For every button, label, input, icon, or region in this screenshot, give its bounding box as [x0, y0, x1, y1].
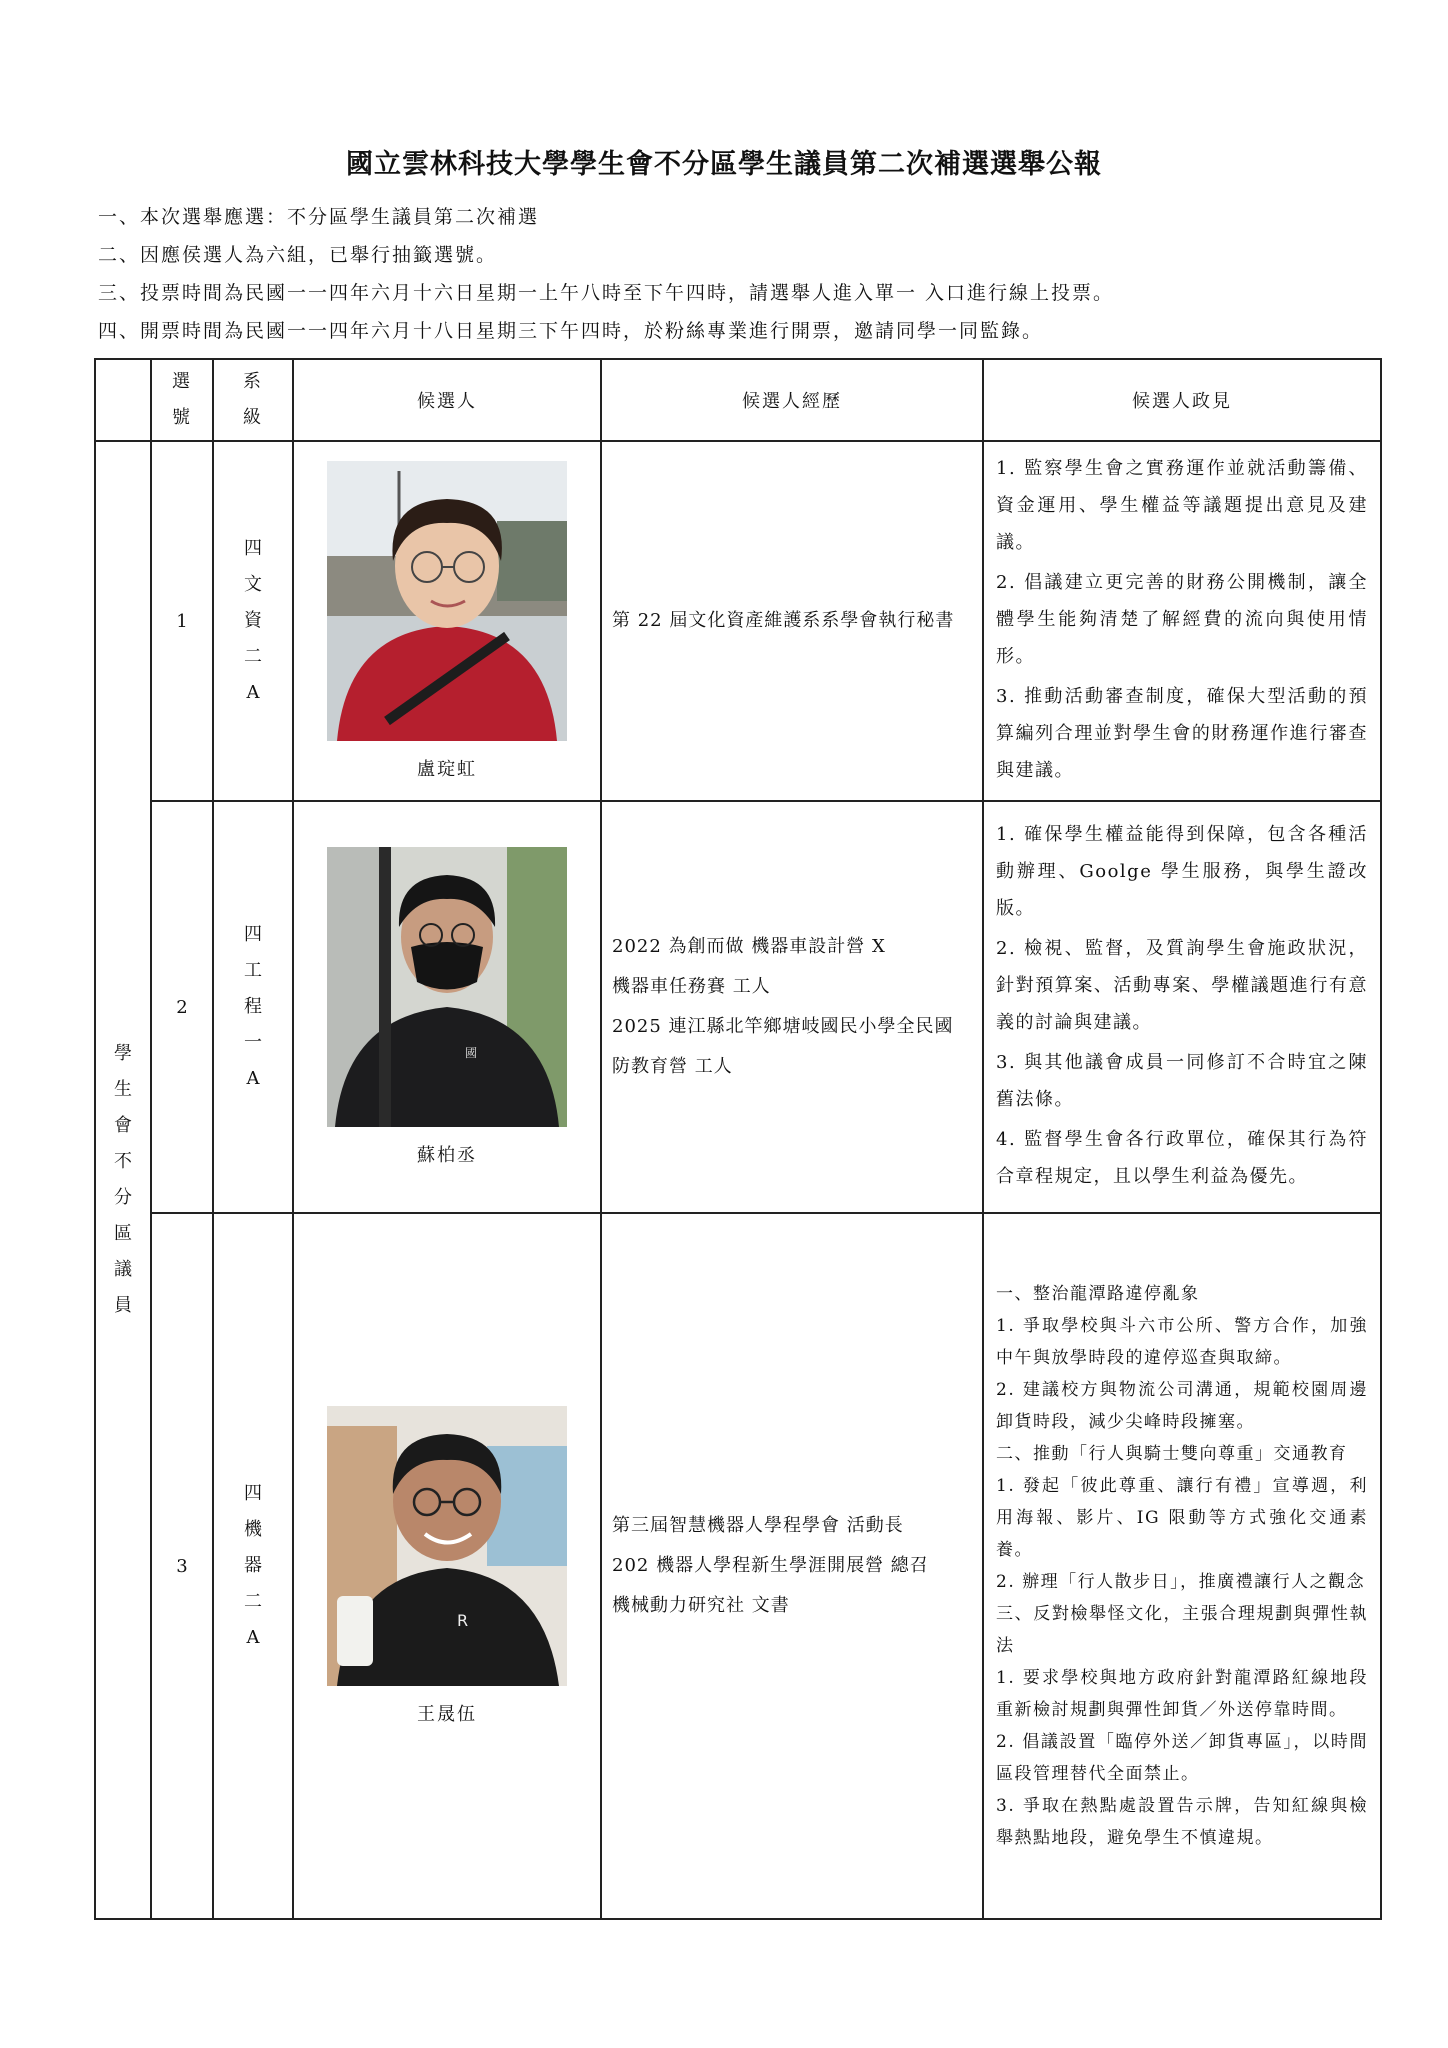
candidate-number: 1	[151, 441, 213, 801]
candidate-table	[94, 358, 1382, 1920]
candidate-name: 蘇柏丞	[417, 1145, 477, 1166]
header-number: 選 號	[151, 359, 213, 441]
header-candidate: 候選人	[293, 359, 601, 441]
candidate-photo	[327, 847, 567, 1127]
announcement-item: 三、投票時間為民國一一四年六月十六日星期一上午八時至下午四時，請選舉人進入單一 入口進行線上投票。	[98, 282, 1115, 304]
candidate-policy: 1. 確保學生權益能得到保障，包含各種活動辦理、Goolge 學生服務，與學生證改版。 2. 檢視、監督，及質詢學生會施政狀況，針對預算案、活動專案、學權議題進行有意義的討論與建議。 3. 與其他議會成員一同修訂不合時宜之陳舊法條。 4. 監督學生會各行政單位，確保其行為符合章程規定，且以學生利益為優先。	[983, 801, 1381, 1213]
table-header-row	[95, 359, 1381, 441]
candidate-experience: 第 22 屆文化資產維護系系學會執行秘書	[601, 441, 983, 801]
candidate-cell	[293, 441, 601, 801]
header-experience: 候選人經歷	[601, 359, 983, 441]
table-row	[95, 1213, 1381, 1919]
candidate-experience: 2022 為創而做 機器車設計營 X 機器車任務賽 工人 2025 連江縣北竿鄉塘岐國民小學全民國防教育營 工人	[601, 801, 983, 1213]
category-cell: 學 生 會 不 分 區 議 員	[95, 441, 151, 1919]
candidate-dept: 四 文 資 二 A	[213, 441, 293, 801]
announcement-list	[98, 198, 1114, 350]
page-title: 國立雲林科技大學學生會不分區學生議員第二次補選選舉公報	[346, 149, 1102, 180]
candidate-dept: 四 機 器 二 A	[213, 1213, 293, 1919]
candidate-name: 盧琔虹	[417, 759, 477, 780]
table-row	[95, 441, 1381, 801]
svg-text:R: R	[457, 1611, 469, 1630]
candidate-name: 王晟伍	[417, 1704, 477, 1725]
candidate-number: 3	[151, 1213, 213, 1919]
announcement-item: 四、開票時間為民國一一四年六月十八日星期三下午四時，於粉絲專業進行開票，邀請同學一同監錄。	[98, 320, 1044, 342]
announcement-item: 一、本次選舉應選：不分區學生議員第二次補選	[98, 206, 540, 228]
header-policy: 候選人政見	[983, 359, 1381, 441]
svg-text:國: 國	[465, 1046, 478, 1060]
table-row	[95, 801, 1381, 1213]
candidate-policy: 一、整治龍潭路違停亂象 1. 爭取學校與斗六市公所、警方合作，加強中午與放學時段的違停巡查與取締。 2. 建議校方與物流公司溝通，規範校園周邊卸貨時段，減少尖峰時段擁塞。 二、推動「行人與騎士雙向尊重」交通教育 1. 發起「彼此尊重、讓行有禮」宣導週，利用海報、影片、IG 限動等方式強化交通素養。 2. 辦理「行人散步日」，推廣禮讓行人之觀念 三、反對檢舉怪文化，主張合理規劃與彈性執法 1. 要求學校與地方政府針對龍潭路紅線地段重新檢討規劃與彈性卸貨／外送停靠時間。 2. 倡議設置「臨停外送／卸貨專區」，以時間區段管理替代全面禁止。 3. 爭取在熱點處設置告示牌，告知紅線與檢舉熱點地段，避免學生不慎違規。	[983, 1213, 1381, 1919]
candidate-experience: 第三屆智慧機器人學程學會 活動長 202 機器人學程新生學涯開展營 總召 機械動力研究社 文書	[601, 1213, 983, 1919]
candidate-cell	[293, 1213, 601, 1919]
candidate-dept: 四 工 程 一 A	[213, 801, 293, 1213]
header-dept: 系 級	[213, 359, 293, 441]
announcement-item: 二、因應侯選人為六組，已舉行抽籤選號。	[98, 244, 498, 266]
candidate-cell	[293, 801, 601, 1213]
candidate-policy: 1. 監察學生會之實務運作並就活動籌備、資金運用、學生權益等議題提出意見及建議。 2. 倡議建立更完善的財務公開機制，讓全體學生能夠清楚了解經費的流向與使用情形。 3. 推動活動審查制度，確保大型活動的預算編列合理並對學生會的財務運作進行審查與建議。	[983, 441, 1381, 801]
candidate-number: 2	[151, 801, 213, 1213]
candidate-photo	[327, 461, 567, 741]
candidate-photo	[327, 1406, 567, 1686]
header-blank	[95, 359, 151, 441]
